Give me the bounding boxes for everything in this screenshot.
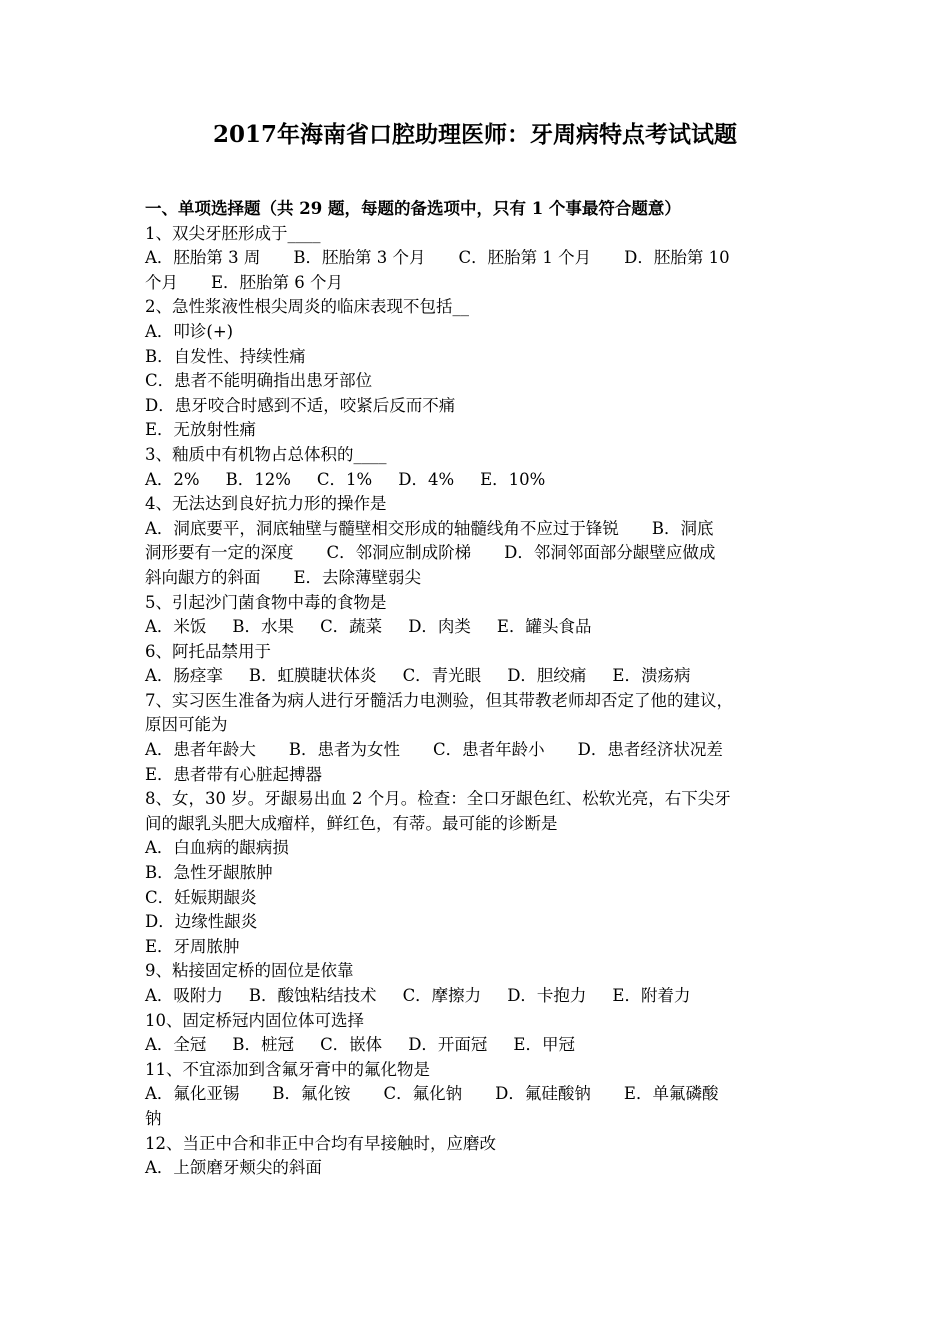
option: D．胆绞痛 — [507, 666, 587, 686]
option: A．吸附力 — [145, 986, 223, 1005]
option-line: A．氟化亚锡 B．氟化铵 C．氟化钠 D．氟硅酸钠 E．单氟磷酸 — [145, 1084, 719, 1104]
option-line: D．边缘性龈炎 — [145, 912, 258, 932]
option: B．虹膜睫状体炎 — [248, 666, 377, 686]
option-line: 斜向龈方的斜面 E．去除薄壁弱尖 — [145, 567, 422, 587]
option-line: 个月 E．胚胎第 6 个月 — [145, 272, 344, 292]
option-line: A．胚胎第 3 周 B．胚胎第 3 个月 C．胚胎第 1 个月 D．胚胎第 10 — [145, 248, 730, 268]
document-title: 2017年海南省口腔助理医师：牙周病特点考试试题 — [212, 121, 737, 148]
option: A．2% — [145, 469, 200, 489]
option-line: A．叩诊(+) — [145, 321, 234, 341]
question-stem: 8、女，30 岁。牙龈易出血 2 个月。检查：全口牙龈色红、松软光亮，右下尖牙 — [145, 789, 731, 809]
option-line: B．自发性、持续性痛 — [145, 346, 306, 366]
option-line: C．患者不能明确指出患牙部位 — [145, 371, 373, 391]
question-stem: 9、粘接固定桥的固位是依靠 — [145, 961, 354, 981]
question-stem: 1、双尖牙胚形成于____ — [145, 223, 321, 243]
option-line: B．急性牙龈脓肿 — [145, 863, 273, 883]
section-heading: 一、单项选择题（共 29 题，每题的备选项中，只有 1 个事最符合题意） — [145, 199, 681, 218]
option: E．溃疡病 — [612, 666, 691, 686]
option-row — [145, 664, 810, 689]
option: B．桩冠 — [232, 1035, 295, 1055]
question-list — [145, 197, 810, 1181]
option: A．肠痉挛 — [145, 666, 223, 686]
question-stem: 10、固定桥冠内固位体可选择 — [145, 1010, 364, 1030]
option-line: D．患牙咬合时感到不适，咬紧后反而不痛 — [145, 395, 456, 415]
question-stem: 3、釉质中有机物占总体积的____ — [145, 444, 387, 464]
question-stem: 5、引起沙门菌食物中毒的食物是 — [145, 592, 387, 612]
option: E．甲冠 — [513, 1035, 575, 1055]
option-line: 原因可能为 — [145, 715, 228, 735]
option-line: A．患者年龄大 B．患者为女性 C．患者年龄小 D．患者经济状况差 — [145, 740, 723, 760]
option-line: E．无放射性痛 — [145, 420, 257, 440]
option: A．米饭 — [145, 617, 207, 637]
option: B．酸蚀粘结技术 — [248, 986, 377, 1005]
option-line: 钠 — [145, 1108, 162, 1128]
option-line: A．白血病的龈病损 — [145, 838, 289, 858]
question-stem: 2、急性浆液性根尖周炎的临床表现不包括__ — [145, 297, 469, 317]
question-stem: 6、阿托品禁用于 — [145, 641, 271, 661]
question-stem: 12、当正中合和非正中合均有早接触时，应磨改 — [145, 1133, 496, 1153]
option: C．青光眼 — [402, 666, 482, 686]
option: B．水果 — [232, 617, 295, 637]
option-line: E．牙周脓肿 — [145, 936, 240, 956]
option: C．蔬菜 — [320, 617, 383, 637]
question-stem: 11、不宜添加到含氟牙膏中的氟化物是 — [145, 1059, 430, 1079]
option-line: 洞形要有一定的深度 C．邻洞应制成阶梯 D．邻洞邻面部分龈壁应做成 — [145, 543, 716, 563]
option: D．卡抱力 — [507, 986, 587, 1005]
option: C．1% — [316, 469, 373, 489]
option-line: C．妊娠期龈炎 — [145, 887, 257, 907]
option-row — [145, 468, 810, 493]
option: D．肉类 — [408, 617, 471, 637]
option: D．开面冠 — [408, 1035, 488, 1055]
question-stem: 4、无法达到良好抗力形的操作是 — [145, 494, 387, 514]
option-row — [145, 984, 810, 1009]
option-line: E．患者带有心脏起搏器 — [145, 764, 323, 784]
option-line: 间的龈乳头肥大成瘤样，鲜红色，有蒂。最可能的诊断是 — [145, 813, 558, 833]
question-stem: 7、实习医生准备为病人进行牙髓活力电测验，但其带教老师却否定了他的建议， — [145, 690, 733, 710]
option: E．10% — [480, 469, 546, 489]
option-row — [145, 615, 810, 640]
option: E．附着力 — [612, 986, 691, 1005]
option-line: A．上颌磨牙颊尖的斜面 — [145, 1158, 322, 1178]
option: A．全冠 — [145, 1035, 207, 1055]
option: C．摩擦力 — [402, 986, 482, 1005]
option-line: A．洞底要平，洞底轴壁与髓壁相交形成的轴髓线角不应过于锋锐 B．洞底 — [145, 518, 714, 538]
option-row — [145, 1033, 810, 1058]
option: C．嵌体 — [320, 1035, 383, 1055]
option: D．4% — [398, 469, 455, 489]
option: E．罐头食品 — [496, 617, 592, 637]
option: B．12% — [225, 469, 291, 489]
